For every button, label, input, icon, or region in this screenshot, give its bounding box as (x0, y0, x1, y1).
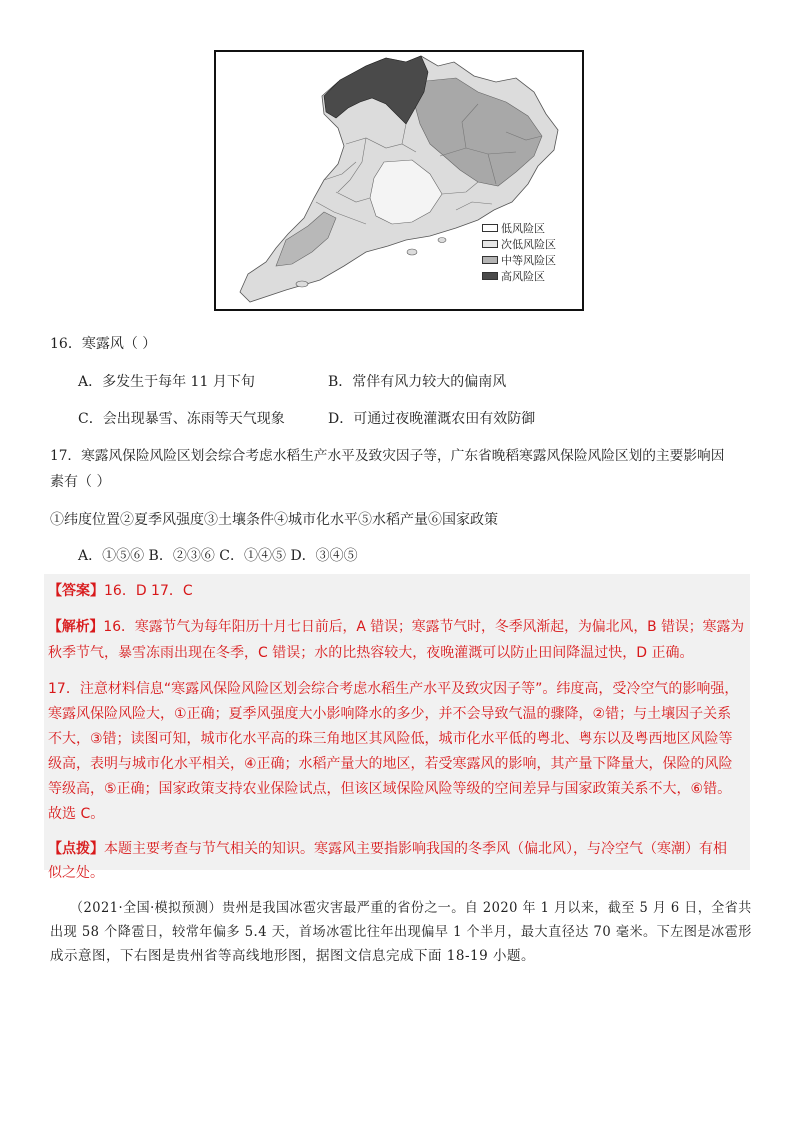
q16-option-d: D．可通过夜晚灌溉农田有效防御 (328, 411, 536, 427)
legend-swatch (482, 224, 498, 232)
legend-item-sublow (482, 236, 556, 252)
legend-item-mid (482, 252, 556, 268)
q16-stem: 16．寒露风（ ） (50, 336, 157, 352)
next-passage-line3: 成示意图，下右图是贵州省等高线地形图，据图文信息完成下面 18-19 小题。 (50, 948, 535, 964)
legend-label: 中等风险区 (501, 254, 556, 267)
tip-line1 (48, 838, 727, 860)
answer-line (48, 580, 193, 602)
analysis-tag: 【解析】 (48, 619, 104, 635)
legend-item-high (482, 268, 556, 284)
q17-factors: ①纬度位置②夏季风强度③土壤条件④城市化水平⑤水稻产量⑥国家政策 (50, 512, 498, 528)
legend-item-low (482, 220, 556, 236)
next-passage-line1: （2021·全国·模拟预测）贵州是我国冰雹灾害最严重的省份之一。自 2020 年 1 月以来，截至 5 月 6 日，全省共 (70, 900, 752, 916)
map-legend (482, 220, 556, 284)
answer-analysis-block (44, 574, 750, 881)
analysis-line2: 秋季节气，暴雪冻雨出现在冬季，C 错误；水的比热容较大，夜晚灌溉可以防止田间降温过快，D 正确。 (48, 645, 694, 661)
tip-text: 本题主要考查与节气相关的知识。寒露风主要指影响我国的冬季风（偏北风），与冷空气（寒潮）有相 (104, 841, 727, 857)
next-passage-line2: 出现 58 个降雹日，较常年偏多 5.4 天，首场冰雹比往年出现偏早 1 个半月，最大直径达 70 毫米。下左图是冰雹形 (50, 924, 752, 940)
legend-label: 低风险区 (501, 222, 545, 235)
analysis-17-line2: 寒露风保险风险大，①正确；夏季风强度大小影响降水的多少，并不会导致气温的骤降，②错；与土壤因子关系 (48, 706, 732, 722)
analysis-text: 16．寒露节气为每年阳历十月七日前后，A 错误；寒露节气时，冬季风渐起，为偏北风，B 错误；寒露为 (103, 619, 745, 635)
legend-label: 次低风险区 (501, 238, 556, 251)
q17-stem-line2: 素有（ ） (50, 474, 111, 490)
answer-text: 16．D 17．C (104, 583, 193, 599)
q16-option-c: C．会出现暴雪、冻雨等天气现象 (78, 411, 285, 427)
q17-stem-line1: 17．寒露风保险风险区划会综合考虑水稻生产水平及致灾因子等，广东省晚稻寒露风保险风险区划的主要影响因 (50, 448, 725, 464)
analysis-17-line6: 故选 C。 (48, 806, 105, 822)
q16-option-a: A．多发生于每年 11 月下旬 (78, 374, 255, 390)
analysis-17-line3: 不大，③错；读图可知，城市化水平高的珠三角地区其风险低，城市化水平低的粤北、粤东以及粤西地区风险等 (48, 731, 733, 747)
legend-swatch (482, 272, 498, 280)
q16-option-b: B．常伴有风力较大的偏南风 (328, 374, 507, 390)
q17-options: A．①⑤⑥ B．②③⑥ C．①④⑤ D．③④⑤ (78, 548, 358, 564)
risk-map-figure (214, 50, 584, 311)
analysis-17-line4: 级高，表明与城市化水平相关，④正确；水稻产量大的地区，若受寒露风的影响，其产量下降量大，保险的风险 (48, 756, 733, 772)
legend-label: 高风险区 (501, 270, 545, 283)
analysis-17-line1: 17．注意材料信息“寒露风保险风险区划会综合考虑水稻生产水平及致灾因子等”。纬度高，受冷空气的影响强， (48, 681, 739, 697)
legend-swatch (482, 240, 498, 248)
analysis-line1 (48, 616, 744, 638)
tip-tag: 【点拨】 (48, 841, 104, 857)
analysis-17-line5: 等级高，⑤正确；国家政策支持农业保险试点，但该区域保险风险等级的空间差异与国家政策关系不大，⑥错。 (48, 781, 732, 797)
answer-tag: 【答案】 (48, 583, 104, 599)
legend-swatch (482, 256, 498, 264)
tip-line2: 似之处。 (48, 865, 104, 881)
